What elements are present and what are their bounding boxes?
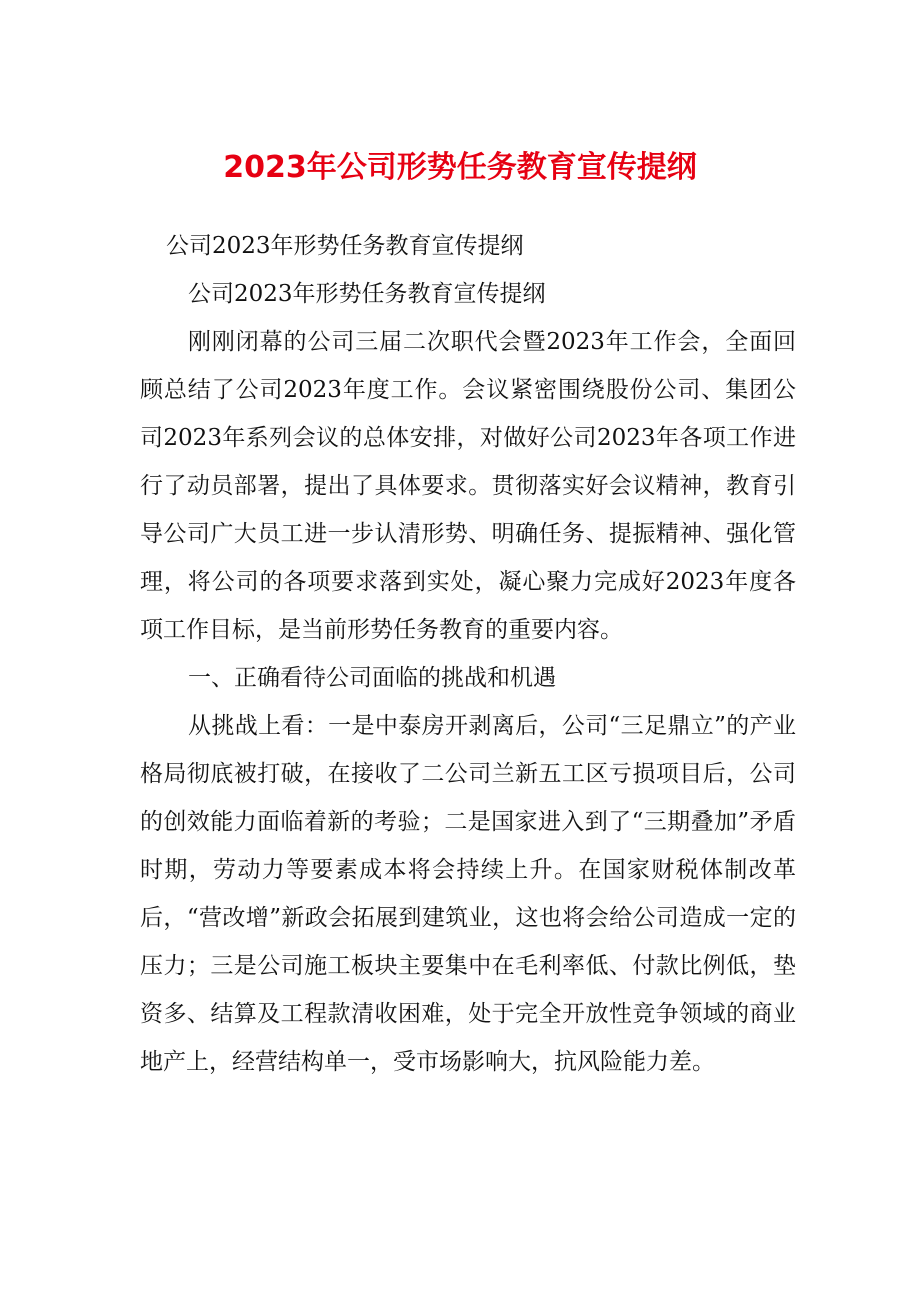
paragraph-intro: 刚刚闭幕的公司三届二次职代会暨2023年工作会，全面回顾总结了公司2023年度工作。会议紧密围绕股份公司、集团公司2023年系列会议的总体安排，对做好公司2023年各项工作进行了动员部署，提出了具体要求。贯彻落实好会议精神，教育引导公司广大员工进一步认清形势、明确任务、提振精神、强化管理，将公司的各项要求落到实处，凝心聚力完成好2023年度各项工作目标，是当前形势任务教育的重要内容。 (140, 329, 796, 643)
document-title: 2023年公司形势任务教育宣传提纲 (223, 150, 697, 185)
paragraph-challenges: 从挑战上看：一是中泰房开剥离后，公司“三足鼎立”的产业格局彻底被打破，在接收了二公司兰新五工区亏损项目后，公司的创效能力面临着新的考验；二是国家进入到了“三期叠加”矛盾时期，劳动力等要素成本将会持续上升。在国家财税体制改革后，“营改增”新政会拓展到建筑业，这也将会给公司造成一定的压力；三是公司施工板块主要集中在毛利率低、付款比例低，垫资多、结算及工程款清收困难，处于完全开放性竞争领域的商业地产上，经营结构单一，受市场影响大，抗风险能力差。 (140, 713, 796, 1075)
subtitle-line-2: 公司2023年形势任务教育宣传提纲 (188, 281, 546, 307)
section-heading: 一、正确看待公司面临的挑战和机遇 (188, 665, 556, 691)
subtitle-line-1: 公司2023年形势任务教育宣传提纲 (166, 233, 524, 259)
document-body (140, 222, 796, 1086)
